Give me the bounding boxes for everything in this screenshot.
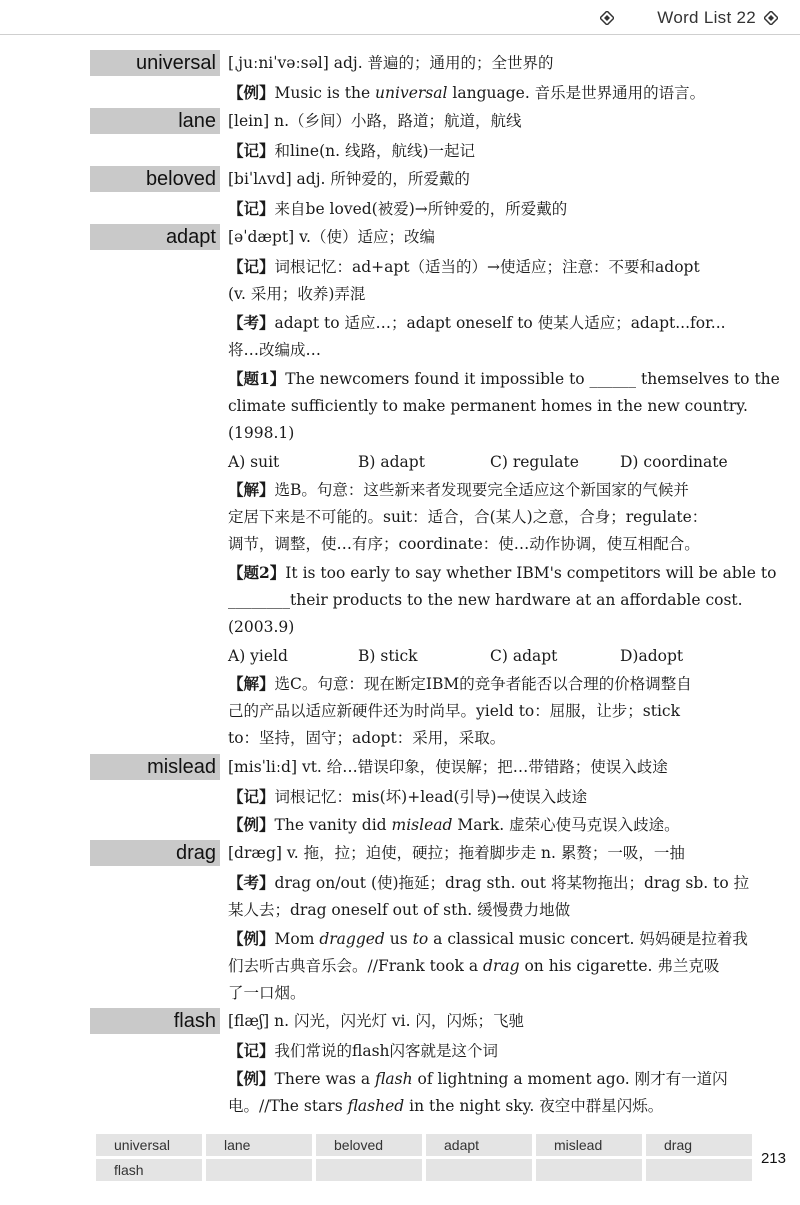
definition: [dræg] v. 拖，拉；迫使，硬拉；拖着脚步走 n. 累赘；一吸，一抽 <box>228 844 685 862</box>
option: D)adopt <box>620 647 684 665</box>
option: A) yield <box>228 647 288 665</box>
option: B) adapt <box>358 453 425 471</box>
diamond-icon <box>764 11 778 25</box>
headword-bar <box>90 840 220 866</box>
definition: [ˌjuːniˈvəːsəl] adj. 普遍的；通用的；全世界的 <box>228 54 554 72</box>
option: B) stick <box>358 647 418 665</box>
question-1: 【题1】The newcomers found it impossible to ______ themselves to the <box>228 369 780 388</box>
headword-bar <box>90 166 220 192</box>
answer-1-line2: 定居下来是不可能的。suit：适合，合(某人)之意，合身；regulate： <box>228 508 708 526</box>
question-2: 【题2】It is too early to say whether IBM's competitors will be able to <box>228 563 777 582</box>
answer-2-line3: to：坚持，固守；adopt：采用，采取。 <box>228 729 506 747</box>
memory-line: 【记】来自be loved(被爱)→所钟爱的，所爱戴的 <box>228 199 568 218</box>
answer-2-line2: 己的产品以适应新硬件还为时尚早。yield to：屈服，让步；stick <box>228 702 680 720</box>
memory-line: 【记】词根记忆：mis(坏)+lead(引导)→使误入歧途 <box>228 787 588 806</box>
example-line-cont: 电。//The stars flashed in the night sky. 夜空中群星闪烁。 <box>228 1097 664 1115</box>
option: C) adapt <box>490 647 558 665</box>
review-word: beloved <box>316 1134 422 1156</box>
question-1-line2: climate sufficiently to make permanent homes in the new country. <box>228 397 748 415</box>
headword-bar <box>90 50 220 76</box>
exam-line: 【考】adapt to 适应…；adapt oneself to 使某人适应；adapt...for... <box>228 313 726 332</box>
definition: [lein] n.（乡间）小路，路道；航道，航线 <box>228 112 522 130</box>
diamond-icon <box>600 11 614 25</box>
example-line-cont: 了一口烟。 <box>228 984 306 1002</box>
question-2-line3: (2003.9) <box>228 618 295 636</box>
exam-line-cont: 某人去；drag oneself out of sth. 缓慢费力地做 <box>228 901 571 919</box>
review-word: universal <box>96 1134 202 1156</box>
memory-line: 【记】词根记忆：ad+apt（适当的）→使适应；注意：不要和adopt <box>228 257 700 276</box>
review-word-empty <box>206 1159 312 1181</box>
answer-2: 【解】选C。句意：现在断定IBM的竞争者能否以合理的价格调整自 <box>228 674 692 693</box>
headword-bar <box>90 754 220 780</box>
review-word: lane <box>206 1134 312 1156</box>
example-line: 【例】The vanity did mislead Mark. 虚荣心使马克误入歧途。 <box>228 815 680 834</box>
page-header <box>0 0 800 36</box>
headword: universal <box>135 52 216 74</box>
exam-line: 【考】drag on/out (使)拖延；drag sth. out 将某物拖出；drag sb. to 拉 <box>228 873 750 892</box>
headword: flash <box>173 1010 216 1032</box>
question-1-line3: (1998.1) <box>228 424 295 442</box>
definition: [misˈliːd] vt. 给…错误印象，使误解；把…带错路；使误入歧途 <box>228 758 668 776</box>
memory-line: 【记】我们常说的flash闪客就是这个词 <box>228 1041 499 1060</box>
review-word: flash <box>96 1159 202 1181</box>
option: A) suit <box>228 453 280 471</box>
headword: adapt <box>165 226 216 248</box>
review-word-empty <box>316 1159 422 1181</box>
headword-bar <box>90 224 220 250</box>
example-line: 【例】Music is the universal language. 音乐是世界通用的语言。 <box>228 83 706 102</box>
question-2-line2: ________their products to the new hardware at an affordable cost. <box>228 591 743 609</box>
headword-bar <box>90 1008 220 1034</box>
answer-1: 【解】选B。句意：这些新来者发现要完全适应这个新国家的气候并 <box>228 480 689 499</box>
review-word: adapt <box>426 1134 532 1156</box>
example-line: 【例】There was a flash of lightning a moment ago. 刚才有一道闪 <box>228 1069 728 1088</box>
option: C) regulate <box>490 453 579 471</box>
review-word-grid <box>96 1134 756 1184</box>
header-rule <box>0 34 800 35</box>
word-list-title: Word List 22 <box>657 8 756 27</box>
example-line-cont: 们去听古典音乐会。//Frank took a drag on his cigarette. 弗兰克吸 <box>228 957 720 975</box>
review-word-empty <box>536 1159 642 1181</box>
page-number: 213 <box>760 1150 786 1167</box>
answer-1-line3: 调节，调整，使…有序；coordinate：使…动作协调，使互相配合。 <box>228 535 700 553</box>
option: D) coordinate <box>620 453 728 471</box>
headword: mislead <box>147 756 216 778</box>
definition: [flæʃ] n. 闪光，闪光灯 vi. 闪，闪烁；飞驰 <box>228 1012 524 1030</box>
memory-line-cont: (v. 采用；收养)弄混 <box>228 285 366 303</box>
headword: drag <box>175 842 216 864</box>
review-word-empty <box>646 1159 752 1181</box>
example-line: 【例】Mom dragged us to a classical music concert. 妈妈硬是拉着我 <box>228 929 748 948</box>
headword: beloved <box>145 168 216 190</box>
review-word: mislead <box>536 1134 642 1156</box>
headword-bar <box>90 108 220 134</box>
review-word: drag <box>646 1134 752 1156</box>
headword: lane <box>178 110 216 132</box>
definition: [biˈlʌvd] adj. 所钟爱的，所爱戴的 <box>228 170 470 188</box>
exam-line-cont: 将…改编成… <box>228 341 322 359</box>
review-word-empty <box>426 1159 532 1181</box>
definition: [əˈdæpt] v.（使）适应；改编 <box>228 228 435 246</box>
memory-line: 【记】和line(n. 线路，航线)一起记 <box>228 141 476 160</box>
